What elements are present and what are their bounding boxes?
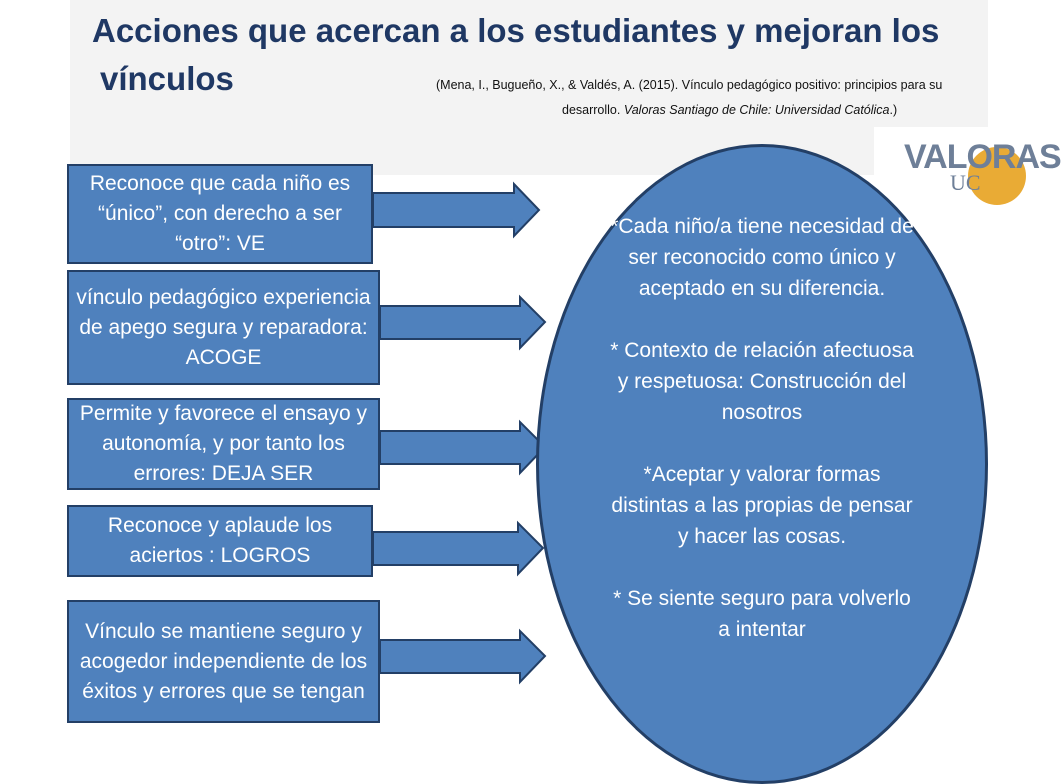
- arrow-logros: [373, 523, 543, 574]
- logo-main-text: VALORAS: [904, 138, 1061, 176]
- logo-sub-text: UC: [950, 170, 981, 195]
- citation-line1: (Mena, I., Bugueño, X., & Valdés, A. (2015). Vínculo pedagógico positivo: principios para su: [436, 78, 943, 92]
- citation-line2-prefix: desarrollo.: [562, 103, 624, 117]
- oval-item-reconocido: *Cada niño/a tiene necesidad de ser reconocido como único y aceptado en su diferencia.: [610, 215, 914, 300]
- oval-item-contexto: * Contexto de relación afectuosa y respetuosa: Construcción del nosotros: [610, 339, 914, 424]
- slide-title-line2: vínculos: [100, 60, 234, 97]
- action-box-vinculo-text: Vínculo se mantiene seguro y acogedor independiente de los éxitos y errores que se tengan: [79, 619, 368, 703]
- action-box-deja-ser-text: Permite y favorece el ensayo y autonomía, y por tanto los errores: DEJA SER: [79, 402, 368, 485]
- arrow-vinculo: [380, 631, 545, 682]
- action-box-logros-text: Reconoce y aplaude los aciertos : LOGROS: [107, 514, 333, 567]
- summary-oval-text: [606, 211, 918, 645]
- arrow-acoge: [380, 297, 545, 348]
- arrow-deja-ser: [380, 422, 545, 473]
- citation-line2-suffix: .): [889, 103, 898, 117]
- action-box-acoge-text: vínculo pedagógico experiencia de apego segura y reparadora: ACOGE: [76, 285, 371, 369]
- slide-title: Acciones que acercan a los estudiantes y mejoran los: [92, 12, 940, 49]
- oval-item-seguro: * Se siente seguro para volverlo a intentar: [613, 587, 911, 641]
- action-box-ve-text: Reconoce que cada niño es “único”, con derecho a ser “otro”: VE: [89, 172, 351, 255]
- oval-item-aceptar: *Aceptar y valorar formas distintas a las propias de pensar y hacer las cosas.: [611, 463, 913, 548]
- citation-line2-italic: Valoras Santiago de Chile: Universidad Católica: [623, 103, 890, 117]
- arrow-ve: [373, 184, 539, 236]
